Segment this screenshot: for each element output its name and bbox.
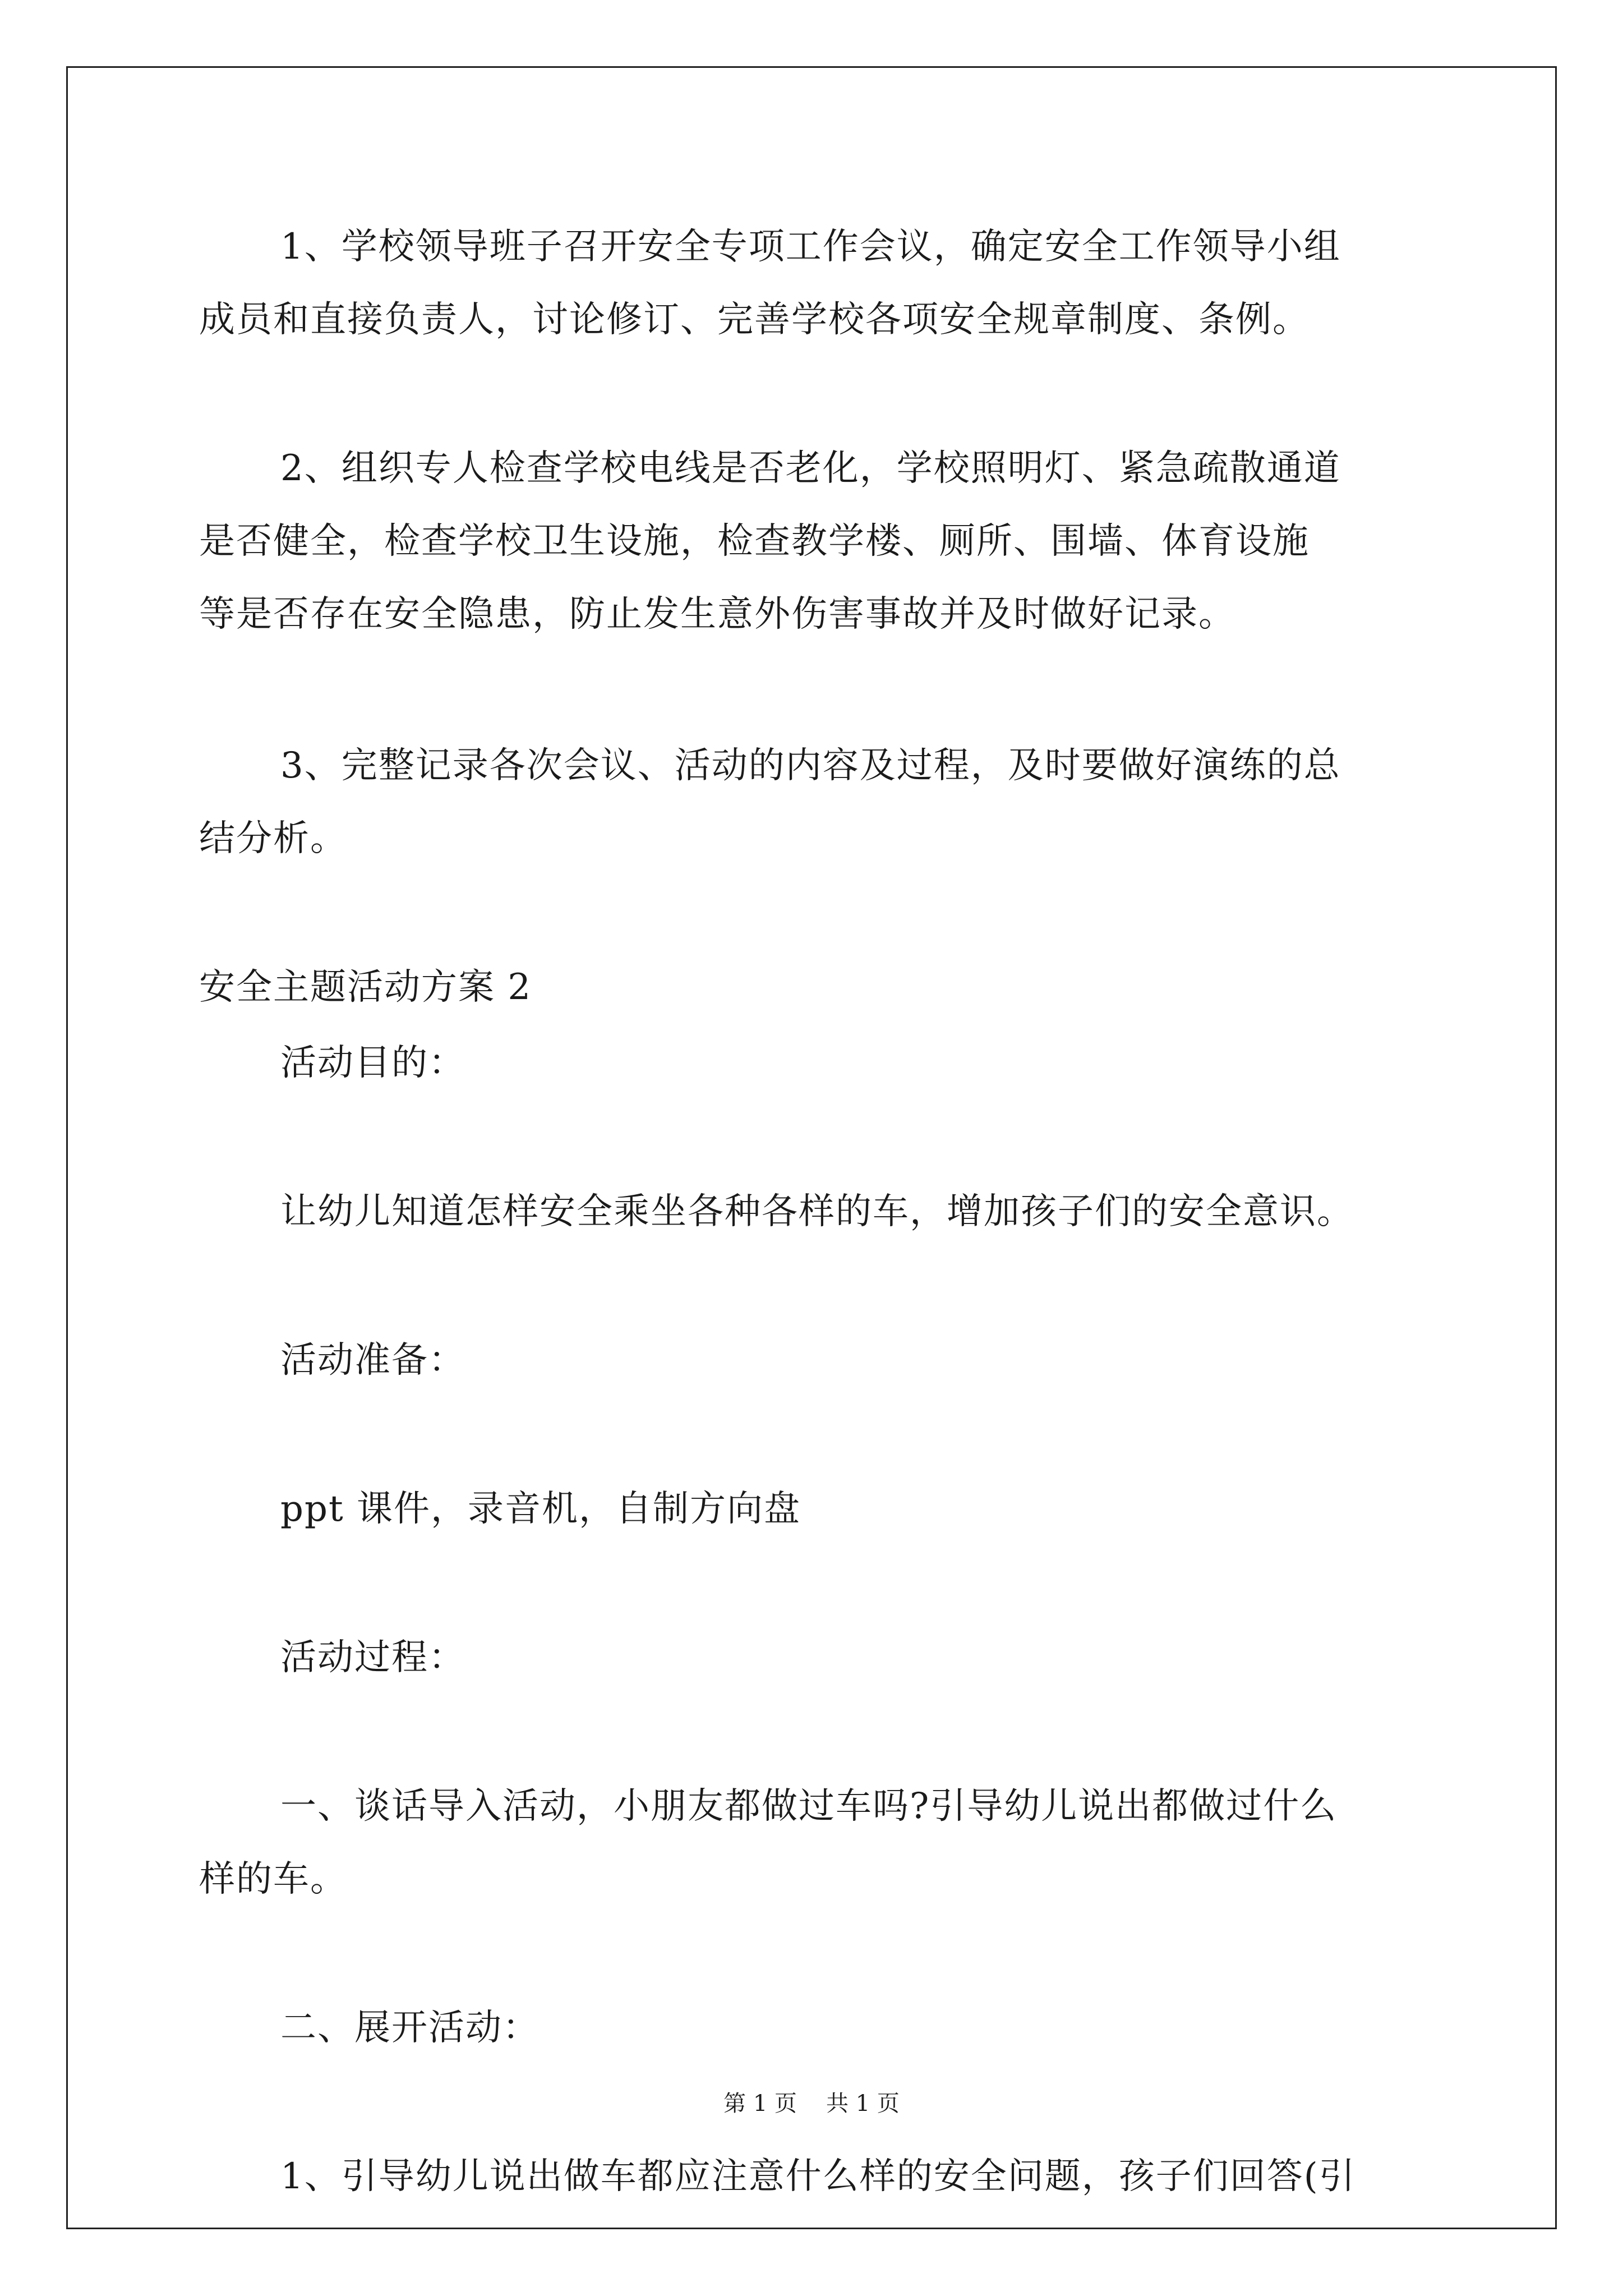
page-border <box>66 66 1557 2229</box>
preparation-label: 活动准备： <box>280 1340 465 1381</box>
objective-text: 让幼儿知道怎样安全乘坐各种各样的车，增加孩子们的安全意识。 <box>280 1191 1354 1232</box>
paragraph-2-line-2: 是否健全，检查学校卫生设施，检查教学楼、厕所、围墙、体育设施 <box>199 521 1310 562</box>
objective-label: 活动目的： <box>280 1042 465 1084</box>
process-step-1-line-2: 样的车。 <box>199 1858 347 1900</box>
process-substep-1: 1、引导幼儿说出做车都应注意什么样的安全问题，孩子们回答(引 <box>280 2156 1356 2197</box>
section-heading: 安全主题活动方案 2 <box>199 967 532 1008</box>
process-step-2: 二、展开活动： <box>280 2007 540 2049</box>
process-label: 活动过程： <box>280 1637 465 1678</box>
preparation-text: ppt 课件，录音机，自制方向盘 <box>280 1488 801 1530</box>
process-step-1-line-1: 一、谈话导入活动，小朋友都做过车吗?引导幼儿说出都做过什么 <box>280 1786 1338 1827</box>
paragraph-3-line-1: 3、完整记录各次会议、活动的内容及过程，及时要做好演练的总 <box>280 745 1341 786</box>
page-footer <box>0 2088 1623 2119</box>
paragraph-2-line-3: 等是否存在安全隐患，防止发生意外伤害事故并及时做好记录。 <box>199 593 1235 635</box>
page-number: 第 1 页 <box>723 2091 797 2116</box>
paragraph-1-line-1: 1、学校领导班子召开安全专项工作会议，确定安全工作领导小组 <box>280 226 1341 268</box>
page-total: 共 1 页 <box>826 2091 900 2116</box>
paragraph-1-line-2: 成员和直接负责人，讨论修订、完善学校各项安全规章制度、条例。 <box>199 299 1310 341</box>
paragraph-2-line-1: 2、组织专人检查学校电线是否老化，学校照明灯、紧急疏散通道 <box>280 448 1341 489</box>
paragraph-3-line-2: 结分析。 <box>199 818 347 859</box>
